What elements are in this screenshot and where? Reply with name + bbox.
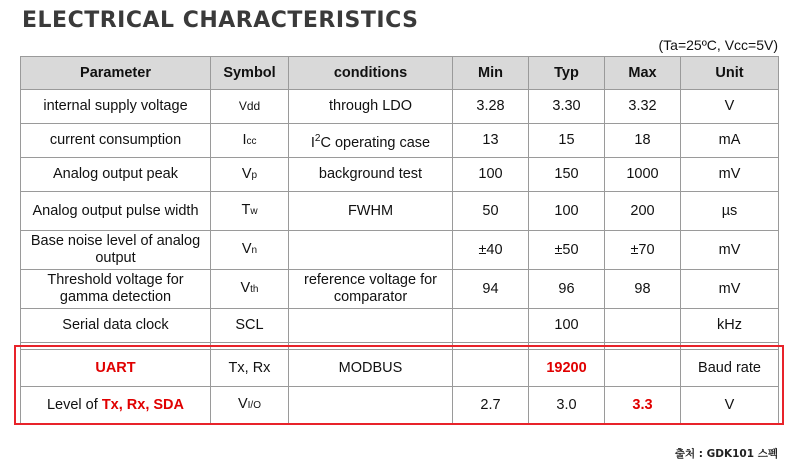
page-title: ELECTRICAL CHARACTERISTICS	[22, 8, 419, 33]
cell-unit: mA	[681, 124, 779, 158]
cell-conditions: FWHM	[289, 192, 453, 231]
cell-typ: 100	[529, 192, 605, 231]
header-conditions: conditions	[289, 57, 453, 90]
cell-max: 98	[605, 270, 681, 309]
cell-unit: V	[681, 387, 779, 424]
cell-max: 3.3	[605, 387, 681, 424]
cell-parameter: Serial data clock	[21, 309, 211, 343]
table-row	[21, 309, 779, 343]
cell-conditions	[289, 231, 453, 270]
header-symbol: Symbol	[211, 57, 289, 90]
cell-min: 100	[453, 158, 529, 192]
cell-min: 94	[453, 270, 529, 309]
cell-min: ±40	[453, 231, 529, 270]
cell-conditions	[289, 387, 453, 424]
cell-max: 1000	[605, 158, 681, 192]
cell-symbol: Vn	[211, 231, 289, 270]
electrical-characteristics-table	[20, 56, 779, 424]
table-row	[21, 90, 779, 124]
cell-unit: Baud rate	[681, 350, 779, 387]
header-parameter: Parameter	[21, 57, 211, 90]
cell-parameter: Analog output pulse width	[21, 192, 211, 231]
cell-unit: mV	[681, 158, 779, 192]
table-row	[21, 124, 779, 158]
cell-min	[453, 350, 529, 387]
cell-parameter: internal supply voltage	[21, 90, 211, 124]
cell-parameter: Base noise level of analog output	[21, 231, 211, 270]
cell-symbol: Vp	[211, 158, 289, 192]
cell-parameter: Analog output peak	[21, 158, 211, 192]
cell-unit: kHz	[681, 309, 779, 343]
cell-typ: 3.0	[529, 387, 605, 424]
source-caption: 출처 : GDK101 스펙	[674, 448, 778, 460]
cell-symbol: Tw	[211, 192, 289, 231]
table-row-io-level	[21, 387, 779, 424]
test-conditions-note: (Ta=25ºC, Vcc=5V)	[658, 37, 778, 53]
cell-parameter: current consumption	[21, 124, 211, 158]
cell-unit: µs	[681, 192, 779, 231]
cell-min: 3.28	[453, 90, 529, 124]
cell-min	[453, 309, 529, 343]
cell-typ: ±50	[529, 231, 605, 270]
cell-typ: 19200	[529, 350, 605, 387]
table-row-uart	[21, 350, 779, 387]
cell-min: 13	[453, 124, 529, 158]
cell-conditions: reference voltage for comparator	[289, 270, 453, 309]
cell-symbol: Tx, Rx	[211, 350, 289, 387]
cell-typ: 100	[529, 309, 605, 343]
cell-min: 50	[453, 192, 529, 231]
cell-max	[605, 350, 681, 387]
table-row	[21, 270, 779, 309]
header-max: Max	[605, 57, 681, 90]
cell-max: 18	[605, 124, 681, 158]
cell-unit: V	[681, 90, 779, 124]
cell-parameter: Level of Tx, Rx, SDA	[21, 387, 211, 424]
cell-typ: 15	[529, 124, 605, 158]
cell-conditions: MODBUS	[289, 350, 453, 387]
table-row	[21, 231, 779, 270]
cell-unit: mV	[681, 231, 779, 270]
cell-typ: 150	[529, 158, 605, 192]
cell-symbol: Vdd	[211, 90, 289, 124]
cell-typ: 3.30	[529, 90, 605, 124]
header-min: Min	[453, 57, 529, 90]
cell-max: 3.32	[605, 90, 681, 124]
cell-parameter: UART	[21, 350, 211, 387]
cell-symbol: Icc	[211, 124, 289, 158]
cell-symbol: Vth	[211, 270, 289, 309]
cell-conditions: through LDO	[289, 90, 453, 124]
cell-symbol: SCL	[211, 309, 289, 343]
cell-max	[605, 309, 681, 343]
cell-max: 200	[605, 192, 681, 231]
table-header-row	[21, 57, 779, 90]
cell-symbol: VI/O	[211, 387, 289, 424]
cell-parameter: Threshold voltage for gamma detection	[21, 270, 211, 309]
cell-unit: mV	[681, 270, 779, 309]
table-row	[21, 192, 779, 231]
table-row	[21, 158, 779, 192]
cell-conditions: $I^2C$ operating case	[289, 124, 453, 158]
cell-typ: 96	[529, 270, 605, 309]
header-typ: Typ	[529, 57, 605, 90]
cell-conditions: background test	[289, 158, 453, 192]
header-unit: Unit	[681, 57, 779, 90]
cell-max: ±70	[605, 231, 681, 270]
row-spacer	[21, 343, 779, 350]
cell-min: 2.7	[453, 387, 529, 424]
cell-conditions	[289, 309, 453, 343]
